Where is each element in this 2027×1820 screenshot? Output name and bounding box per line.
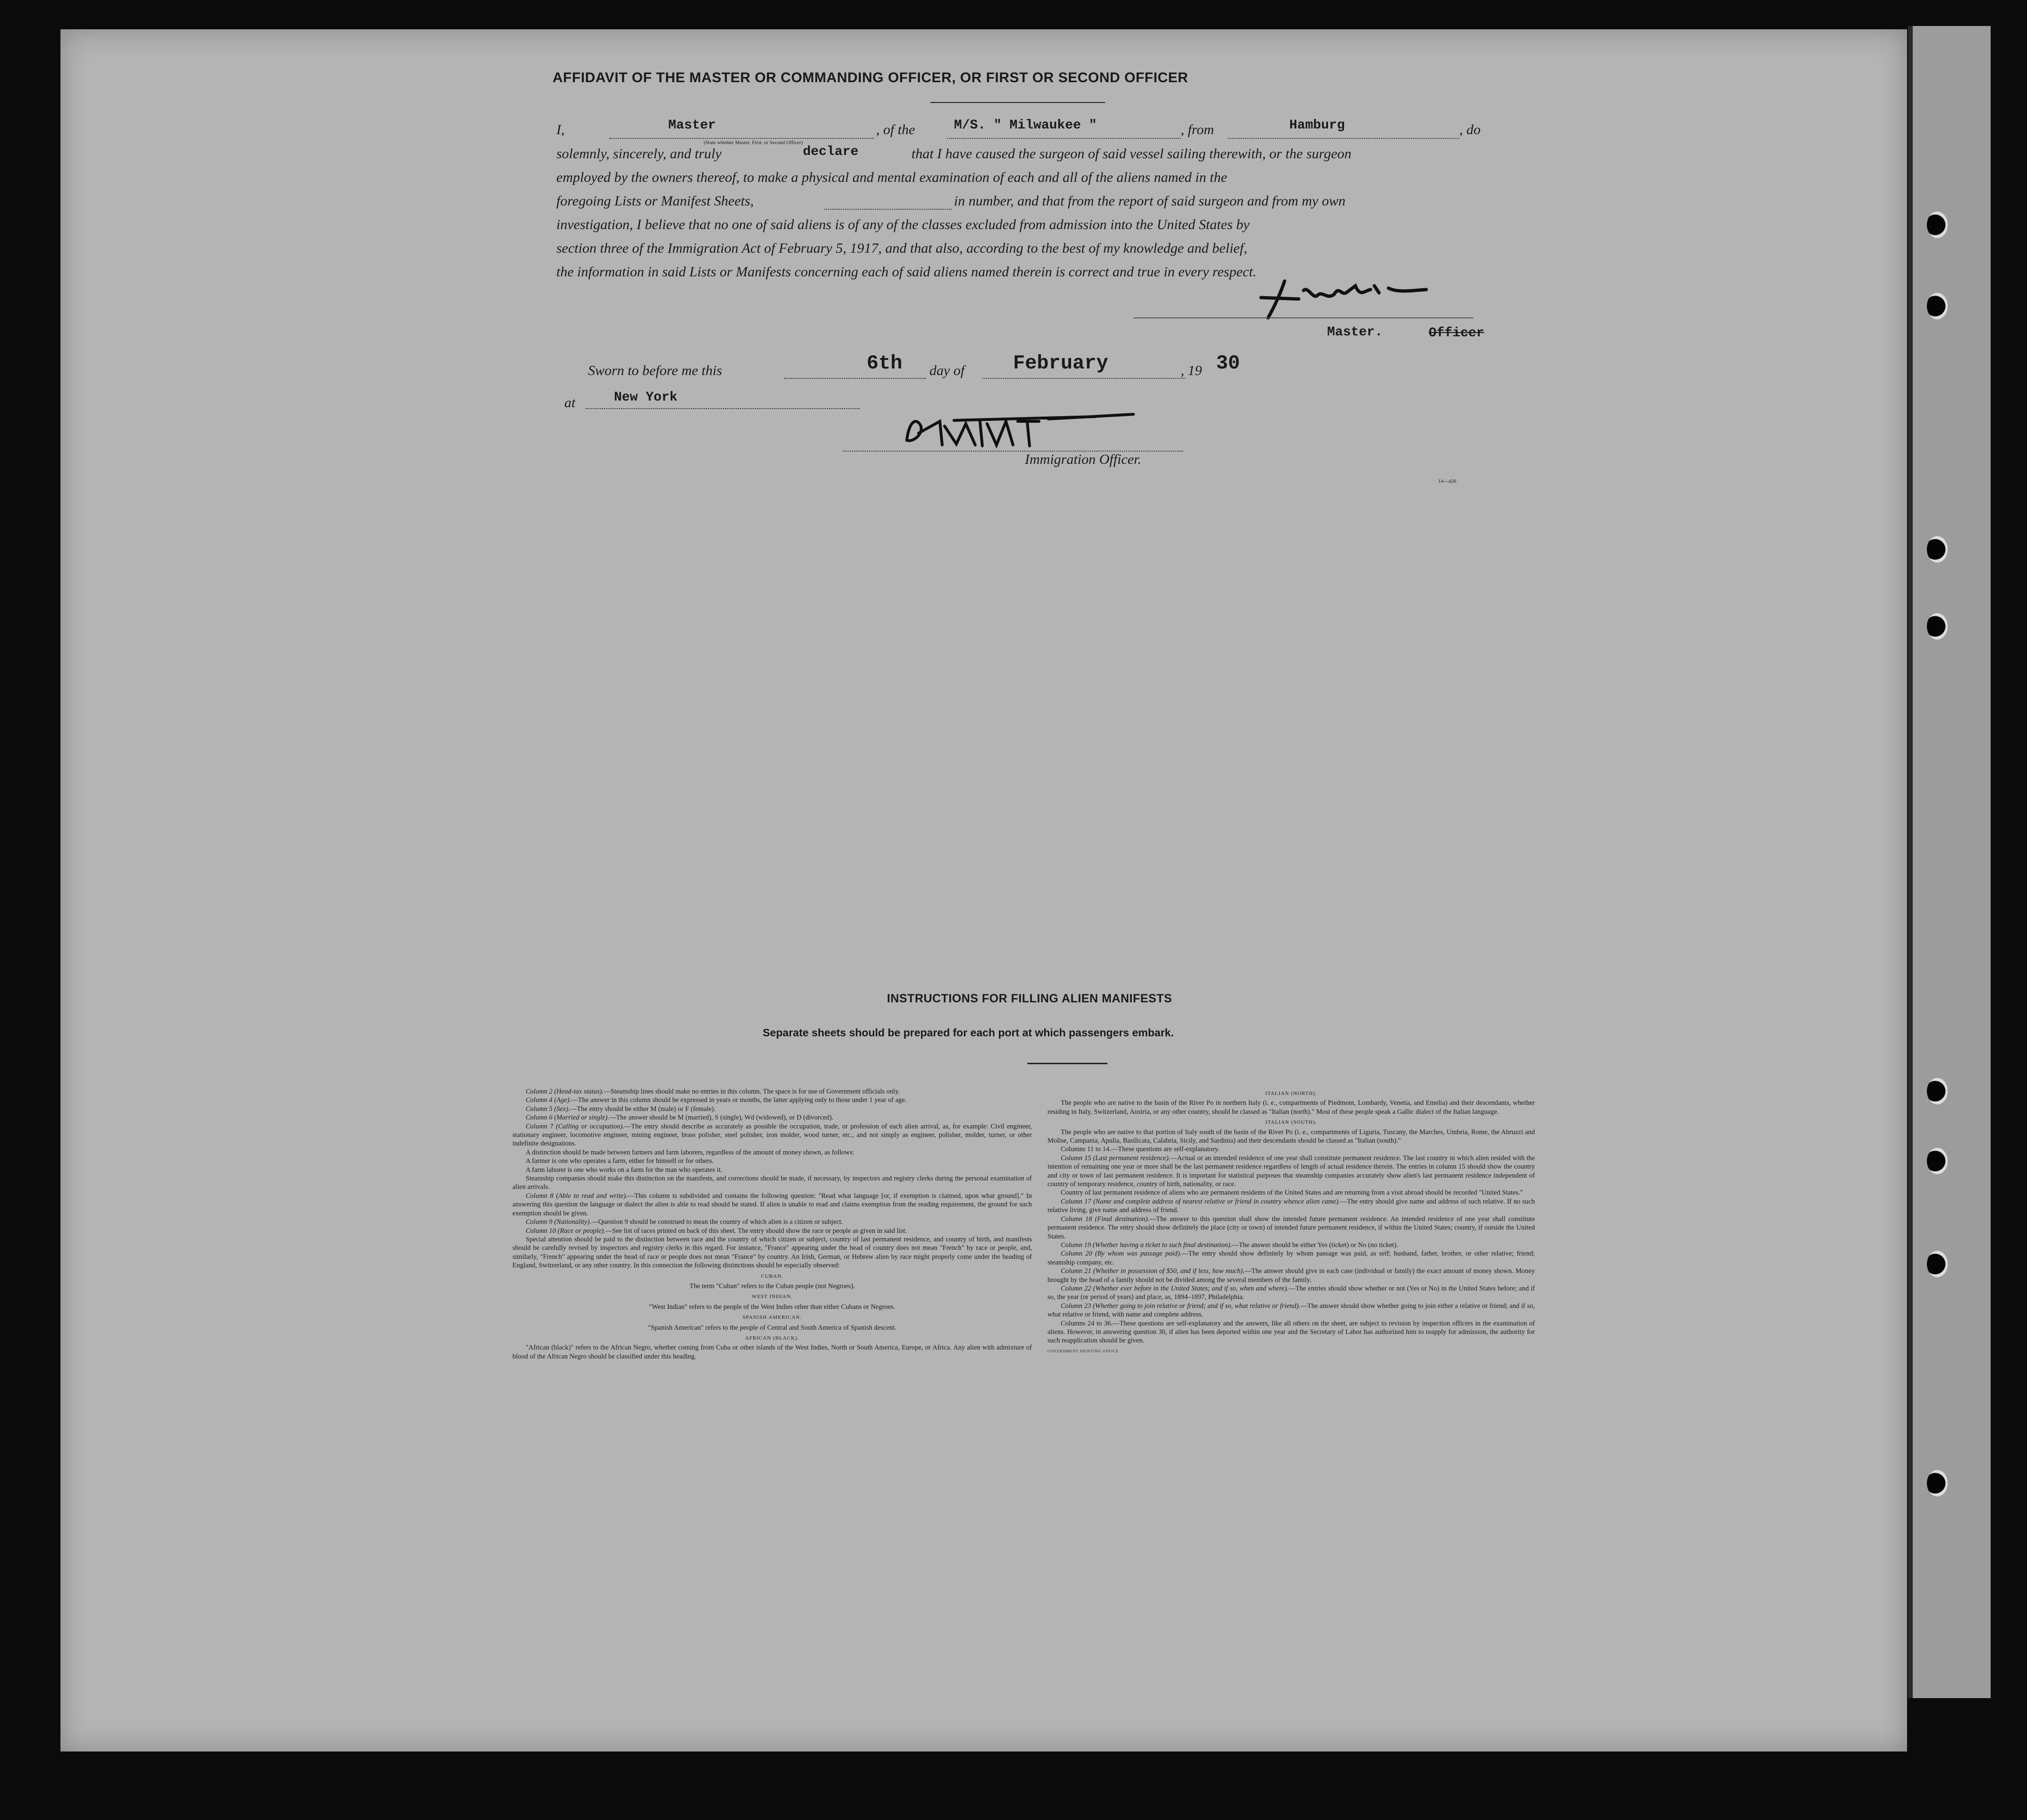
instructions-rule (1027, 1063, 1107, 1064)
immigration-officer-label: Immigration Officer. (1025, 452, 1141, 467)
instr-col6: Column 6 (Married or single).—The answer should be M (married), S (single), Wd (widowed), or D (divorced). (526, 1114, 834, 1122)
instr-col9: Column 9 (Nationality).—Question 9 should be construed to mean the country of which alien is a citizen or subject. (526, 1218, 843, 1226)
declare-word: declare (803, 145, 859, 159)
binder-hole (1927, 1251, 1948, 1277)
immigration-officer-signature (897, 407, 1143, 454)
rank-note: (State whether Master, First, or Second Officer) (704, 140, 803, 145)
heading-african: AFRICAN (BLACK). (745, 1335, 800, 1341)
rank-line (609, 137, 874, 139)
at-label: at (564, 395, 576, 410)
instr-farmer: A farmer is one who operates a farm, either for himself or for others. (526, 1157, 714, 1165)
do-label: , do (1459, 122, 1481, 137)
instr-farm-distinction: A distinction should be made between farmers and farm laborers, regardless of the amount of money shown, as follows: (526, 1148, 854, 1156)
heading-west-indian: WEST INDIAN. (751, 1294, 793, 1300)
instr-col15-returning: Country of last permanent residence of aliens who are permanent residents of the United States and are returning from a visit abroad should be recorded "United States." (1061, 1189, 1523, 1197)
affidavit-line-7: the information in said Lists or Manifests concerning each of said aliens named therein is correct and true in every respect. (556, 264, 1257, 280)
sworn-month: February (1013, 352, 1108, 375)
binder-hole (1927, 1470, 1948, 1496)
place-line (586, 407, 860, 409)
heading-spanish-american: SPANISH AMERICAN. (742, 1315, 802, 1321)
sheet-binding-edge (1908, 26, 1991, 1698)
sworn-day: 6th (867, 352, 903, 375)
binder-hole (1927, 536, 1948, 563)
instr-col19: Column 19 (Whether having a ticket to such final destination).—The answer should be either Yes (ticket) or No (no ticket). (1061, 1241, 1398, 1249)
sworn-year: 30 (1216, 352, 1240, 375)
master-title: Master. (1327, 325, 1383, 340)
day-line (784, 377, 926, 379)
instr-special-attention: Special attention should be paid to the distinction between race and the country of which citizen or subject, country of last permanent residence, and country of birth, and manifests should be carefully revised by inspectors and registry clerks in this regard. For instance, "France" appearing under the head of country does not mean "French" by race or people, and, similarly, "French" appearing under the head of race or people does not mean "France" by country. An Irish, German, or Hebrew alien by race might properly come under the heading of England, Switzerland, or any other country. In this connection the following distinctions should be especially observed: (512, 1235, 1032, 1270)
year-prefix: , 19 (1181, 363, 1202, 378)
affidavit-title: AFFIDAVIT OF THE MASTER OR COMMANDING OFFICER, OR FIRST OR SECOND OFFICER (553, 70, 1188, 85)
instr-col24-36: Columns 24 to 36.—These questions are self-explanatory and the answers, like all others on the sheet, are subject to revision by inspection officers in the examination of aliens. However, in answering question 30, if alien has been deported within one year and the Secretary of Labor has authorized him to reapply for admission, the authority for such reapplication should be given. (1048, 1319, 1535, 1345)
affidavit-line-2b: that I have caused the surgeon of said vessel sailing therewith, or the surgeon (911, 146, 1352, 162)
heading-italian-north: ITALIAN (NORTH). (1265, 1091, 1317, 1096)
instr-col5: Column 5 (Sex).—The entry should be either M (male) or F (female). (526, 1105, 716, 1113)
instructions-subtitle: Separate sheets should be prepared for each port at which passengers embark. (763, 1026, 1174, 1039)
master-signature (1247, 272, 1469, 324)
affidavit-line-2a: solemnly, sincerely, and truly (556, 146, 722, 162)
affidavit-line-3: employed by the owners thereof, to make a physical and mental examination of each and all of the aliens named in the (556, 170, 1227, 185)
instr-col22: Column 22 (Whether ever before in the United States; and if so, when and where).—The entries should show whether or not (Yes or No) in the United States before; and if so, the year (or period of years) and place, as, 1894–1897, Philadelphia. (1048, 1284, 1535, 1301)
instr-farm-laborer: A farm laborer is one who works on a farm for the man who operates it. (526, 1166, 723, 1174)
binder-hole (1927, 1078, 1948, 1104)
instr-col20: Column 20 (By whom was passage paid).—The entry should show definitely by whom passage was paid, as self; husband, father, brother, or other relative; friend; steamship company, etc. (1048, 1250, 1535, 1266)
instr-col2: Column 2 (Head-tax status).—Steamship lines should make no entries in this column. The space is for use of Government officials only. (526, 1088, 900, 1095)
binder-hole (1927, 212, 1948, 238)
of-the-label: , of the (876, 122, 915, 137)
affidavit-line-4b: in number, and that from the report of said surgeon and from my own (954, 193, 1346, 209)
instr-cuban: The term "Cuban" refers to the Cuban people (not Negroes). (689, 1282, 855, 1290)
heading-cuban: CUBAN. (761, 1273, 784, 1279)
instr-italian-north: The people who are native to the basin of the River Po in northern Italy (i. e., compartments of Piedmont, Lombardy, Venetia, and Emelia) and their descendants, whether residing in Italy, Switzerland, Austria, or any other country, should be classed as "Italian (north)." Most of these people speak a Gallic dialect of the Italian language. (1048, 1099, 1535, 1116)
document-sheet (60, 29, 1907, 1752)
count-blank (824, 208, 952, 210)
printer-imprint: GOVERNMENT PRINTING OFFICE (1048, 1349, 1119, 1353)
binder-hole (1927, 293, 1948, 319)
affidavit-line-6: section three of the Immigration Act of February 5, 1917, and that also, according to the best of my knowledge and belief, (556, 240, 1247, 256)
instr-col21: Column 21 (Whether in possession of $50, and if less, how much).—The answer should give in each case (individual or family) the exact amount of money shown. Money brought by the head of a family should not be divided among the several members of the family. (1048, 1267, 1535, 1284)
day-of-label: day of (929, 363, 965, 378)
sworn-label: Sworn to before me this (588, 363, 722, 378)
binder-hole (1927, 613, 1948, 640)
instr-steamship: Steamship companies should make this distinction on the manifests, and corrections should be made, if necessary, by inspectors and registry clerks during the personal examination of alien arrivals. (512, 1175, 1032, 1191)
master-signature-line (1133, 317, 1473, 318)
instructions-title: INSTRUCTIONS FOR FILLING ALIEN MANIFESTS (887, 992, 1172, 1005)
instr-col17: Column 17 (Name and complete address of nearest relative or friend in country whence alien came).—The entry should give name and address of such relative. If no such relative living, give name and address of friend. (1048, 1197, 1535, 1214)
officer-struck: Officer (1429, 326, 1484, 341)
month-line (982, 377, 1185, 379)
vessel-name: M/S. " Milwaukee " (954, 118, 1097, 133)
i-label: I, (556, 122, 565, 137)
instr-col10: Column 10 (Race or people).—See list of races printed on back of this sheet. The entry should show the race or people as given in said list. (526, 1227, 907, 1235)
instr-spanish-american: "Spanish American" refers to the people of Central and South America of Spanish descent. (648, 1324, 896, 1332)
instr-col7: Column 7 (Calling or occupation).—The entry should describe as accurately as possible the occupation, trade, or profession of each alien arrival, as, for example: Civil engineer, stationary engineer, locomotive engineer, mining engineer, brass polisher, steel polisher, iron molder, wood turner, etc., and not simply as engineer, polisher, molder, turner, or other indefinite designations. (512, 1122, 1032, 1148)
heading-italian-south: ITALIAN (SOUTH). (1265, 1119, 1317, 1126)
instr-col15: Column 15 (Last permanent residence).—Actual or an intended residence of one year shall constitute permanent residence. The last country in which alien resided with the intention of remaining one year or more shall be the last permanent residence regardless of length of actual residence therein. The entries in column 15 should show the country and city or town of last permanent residence. It is important for statistical purposes that steamship companies accurately show alien's last permanent residence independent of country of temporary residence, country of birth, nationality, or race. (1048, 1154, 1535, 1188)
instr-african: "African (black)" refers to the African Negro, whether coming from Cuba or other islands of the West Indies, North or South America, Europe, or Africa. Any alien with admixture of blood of the African Negro should be classified under this heading. (512, 1344, 1032, 1360)
affidavit-line-5: investigation, I believe that no one of said aliens is of any of the classes excluded from admission into the United States by (556, 217, 1250, 232)
sworn-place: New York (614, 390, 678, 405)
officer-rank: Master (668, 118, 716, 133)
port-from: Hamburg (1289, 118, 1345, 133)
instr-col23: Column 23 (Whether going to join relative or friend; and if so, what relative or friend).—The answer should show whether going to join either a relative or friend; and if so, what relative or friend, with name and complete address. (1048, 1302, 1535, 1319)
instr-west-indian: "West Indian" refers to the people of the West Indies other than either Cubans or Negroes. (649, 1303, 895, 1311)
instr-col4: Column 4 (Age).—The answer in this column should be expressed in years or months, the latter applying only to those under 1 year of age. (526, 1096, 907, 1104)
instr-col18: Column 18 (Final destination).—The answer to this question shall show the intended future permanent residence. An intended residence of one year shall constitute permanent residence. The entry should show definitely the place (city or town) of intended future permanent residence, if within the United States; country, if outside the United States. (1048, 1215, 1535, 1240)
instr-italian-south: The people who are native to that portion of Italy south of the basin of the River Po (i. e., compartments of Liguria, Tuscany, the Marches, Umbria, Rome, the Abruzzi and Molise, Campania, Apulia, Basilicata, Calabria, Sicily, and Sardinia) and their descendants should be classed as "Italian (south)." (1048, 1128, 1535, 1145)
from-label: , from (1181, 122, 1214, 137)
instr-col8: Column 8 (Able to read and write).—This column is subdivided and contains the following question: "Read what language [or, if exemption is claimed, upon what ground]." In answering this question the language or dialect the alien is able to read should be stated. If alien is unable to read and claims exemption from the reading requirement, the ground for such exemption should be given. (512, 1192, 1032, 1217)
title-rule (930, 102, 1105, 103)
instructions-left-column (512, 1087, 1032, 1361)
instructions-right-column (1048, 1087, 1535, 1357)
binder-hole (1927, 1148, 1948, 1174)
affidavit-line-4a: foregoing Lists or Manifest Sheets, (556, 193, 754, 209)
port-line (1228, 137, 1459, 139)
instr-col11-14: Columns 11 to 14.—These questions are self-explanatory. (1061, 1145, 1219, 1154)
vessel-line (947, 137, 1181, 139)
form-code: 14—426 (1438, 478, 1456, 484)
